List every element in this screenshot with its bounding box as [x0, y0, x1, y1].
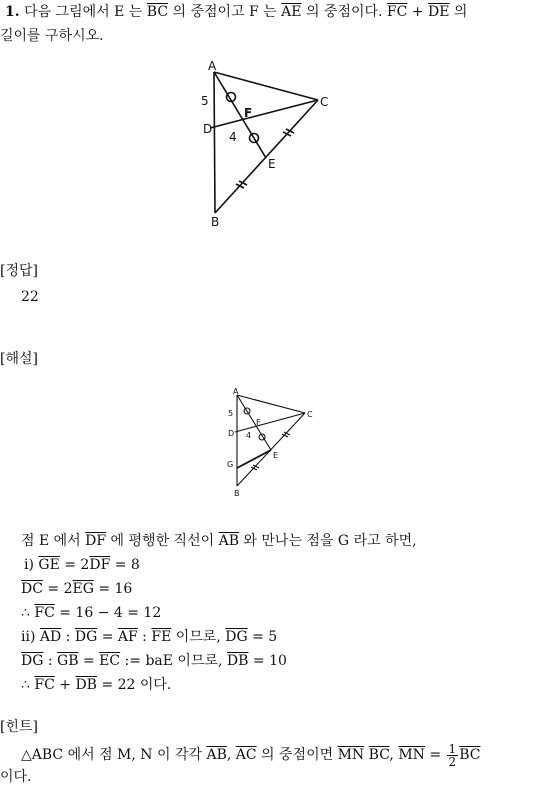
segment-gb: $\overline{GB}$	[57, 653, 79, 669]
explanation-heading: [해설]	[0, 351, 38, 367]
length-label-5: 5	[228, 409, 234, 418]
answer-value: 22	[21, 289, 39, 305]
text: 의 중점이다.	[301, 4, 387, 20]
segment-ae-line	[237, 395, 271, 450]
vertex-label-d: D	[203, 122, 213, 136]
explanation-line-3	[21, 580, 132, 598]
text: 점 E 에서	[21, 533, 86, 549]
segment-ab: $\overline{AB}$	[218, 533, 239, 549]
text: ∴	[21, 677, 35, 693]
vertex-label-a: A	[208, 59, 217, 73]
text: 에 평행한 직선이	[106, 533, 219, 549]
text: :	[43, 653, 58, 669]
side-cb	[215, 100, 318, 213]
text: ∴	[21, 605, 35, 621]
segment-fe: $\overline{FE}$	[151, 629, 172, 645]
segment-fc: $\overline{FC}$	[34, 677, 55, 693]
segment-af: $\overline{AF}$	[117, 629, 138, 645]
fraction-denominator: 2	[448, 754, 457, 769]
text: = 10	[248, 653, 287, 669]
vertex-label-e: E	[273, 451, 279, 460]
segment-ae: $\overline{AE}$	[281, 4, 302, 20]
tick-mark	[283, 132, 291, 136]
text: △ABC 에서 점 M, N 이 각각	[21, 747, 207, 763]
segment-bc: $\overline{BC}$	[368, 747, 390, 763]
text: ⅰ)	[24, 557, 39, 573]
vertex-label-d: D	[228, 429, 235, 438]
triangle-figure	[0, 0, 534, 240]
vertex-label-f: F	[244, 106, 253, 120]
text: 길이를 구하시오.	[0, 28, 104, 44]
text: 의	[449, 4, 468, 20]
explanation-line-5	[21, 628, 277, 646]
segment-df: $\overline{DF}$	[85, 533, 107, 549]
segment-bc: $\overline{BC}$	[146, 4, 169, 20]
vertex-label-b: B	[234, 489, 240, 498]
text: 와 만나는 점을 G 라고 하면,	[238, 533, 417, 549]
length-label-5: 5	[201, 94, 209, 108]
text: ⅱ)	[21, 629, 40, 645]
segment-ab: $\overline{AB}$	[206, 747, 227, 763]
segment-fc: $\overline{FC}$	[34, 605, 55, 621]
text: =	[424, 747, 446, 763]
text: :	[61, 629, 75, 645]
explanation-line-4	[21, 604, 161, 622]
side-ac	[214, 72, 318, 100]
text: =	[78, 653, 100, 669]
fraction-one-half	[447, 743, 459, 768]
text: = 8	[110, 557, 140, 573]
segment-dg: $\overline{DG}$	[21, 653, 44, 669]
segment-mn: $\overline{MN}$	[398, 747, 425, 763]
segment-fc: $\overline{FC}$	[386, 4, 408, 20]
segment-dg: $\overline{DG}$	[74, 629, 98, 645]
side-ac	[237, 395, 305, 413]
text: ,	[226, 747, 236, 763]
answer-heading: [정답]	[0, 263, 38, 279]
segment-dc-line	[235, 413, 305, 432]
text: := baE 이므로,	[120, 653, 227, 669]
text: = 22 이다.	[96, 677, 172, 693]
vertex-label-a: A	[233, 387, 239, 396]
hint-line-2: 이다.	[0, 769, 32, 785]
text: 의 중점이고 F 는	[168, 4, 282, 20]
text: = 5	[247, 629, 278, 645]
explanation-line-1	[21, 532, 417, 550]
vertex-label-e: E	[268, 157, 276, 171]
segment-bc: $\overline{BC}$	[459, 747, 481, 763]
text: = 2	[59, 557, 90, 573]
vertex-label-f: F	[256, 418, 261, 427]
segment-db: $\overline{DB}$	[226, 653, 249, 669]
vertex-label-c: C	[307, 410, 313, 419]
text: +	[407, 4, 428, 20]
explanation-figure	[0, 380, 534, 500]
segment-ec: $\overline{EC}$	[99, 653, 121, 669]
vertex-label-b: B	[211, 215, 220, 229]
segment-dc: $\overline{DC}$	[21, 581, 43, 597]
problem-number: 1.	[5, 4, 20, 20]
segment-ac: $\overline{AC}$	[235, 747, 257, 763]
segment-eg: $\overline{EG}$	[72, 581, 94, 597]
text: :	[137, 629, 152, 645]
segment-ge: $\overline{GE}$	[38, 557, 60, 573]
vertex-label-g: G	[227, 460, 234, 469]
text: = 2	[42, 581, 73, 597]
text: = 16 − 4 = 12	[54, 605, 162, 621]
segment-dg: $\overline{DG}$	[225, 629, 248, 645]
text: 다음 그림에서 E 는	[24, 4, 147, 20]
segment-df: $\overline{DF}$	[89, 557, 111, 573]
text: =	[97, 629, 118, 645]
text: +	[54, 677, 76, 693]
explanation-line-7	[21, 676, 171, 694]
segment-ad: $\overline{AD}$	[39, 629, 62, 645]
explanation-line-2	[24, 556, 140, 574]
segment-de: $\overline{DE}$	[428, 4, 450, 20]
segment-dc-line	[210, 100, 318, 128]
segment-mn: $\overline{MN}$	[337, 747, 365, 763]
fraction-numerator: 1	[448, 741, 457, 756]
side-ab	[214, 72, 215, 213]
length-label-4: 4	[229, 130, 237, 144]
text: 의 중점이면	[256, 747, 338, 763]
vertex-label-c: C	[320, 95, 329, 109]
hint-line-1	[21, 742, 480, 768]
explanation-line-6	[21, 652, 287, 670]
text: = 16	[93, 581, 133, 597]
hint-heading: [힌트]	[0, 719, 38, 735]
segment-db: $\overline{DB}$	[75, 677, 97, 693]
length-label-4: 4	[246, 431, 252, 440]
text: 이므로,	[171, 629, 226, 645]
text: ,	[389, 747, 399, 763]
